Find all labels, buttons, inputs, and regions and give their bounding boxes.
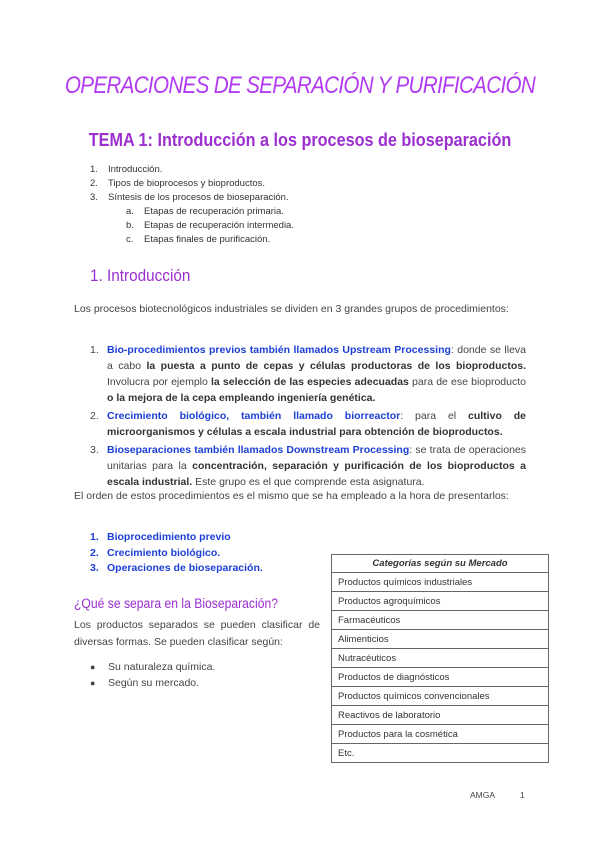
table-cell: Reactivos de laboratorio — [332, 706, 549, 725]
process-steps-list — [90, 342, 526, 492]
bullet-item: ● Su naturaleza química. — [90, 661, 216, 673]
table-cell: Etc. — [332, 744, 549, 763]
footer-page-number: 1 — [520, 790, 525, 800]
toc-subitem: a. Etapas de recuperación primaria. — [126, 206, 284, 217]
table-of-contents — [90, 163, 294, 247]
order-list-item: 1. Bioprocedimiento previo — [90, 531, 231, 543]
table-cell: Nutracéuticos — [332, 649, 549, 668]
table-cell: Productos agroquímicos — [332, 592, 549, 611]
order-paragraph: El orden de estos procedimientos es el mismo que se ha empleado a la hora de presentarlos: — [74, 490, 509, 502]
toc-subitem: b. Etapas de recuperación intermedia. — [126, 220, 294, 231]
intro-paragraph: Los procesos biotecnológicos industriales se dividen en 3 grandes grupos de procedimientos: — [74, 303, 509, 315]
table-cell: Farmacéuticos — [332, 611, 549, 630]
bullet-icon: ● — [90, 662, 96, 672]
table-cell: Productos químicos convencionales — [332, 687, 549, 706]
market-categories-table — [331, 554, 549, 763]
footer-author: AMGA — [470, 790, 496, 800]
toc-item: 3. Síntesis de los procesos de bioseparación. — [90, 192, 289, 203]
question-heading: ¿Qué se separa en la Bioseparación? — [74, 596, 278, 611]
toc-item: 2. Tipos de bioprocesos y bioproductos. — [90, 178, 266, 189]
table-header: Categorías según su Mercado — [332, 555, 549, 573]
table-cell: Productos químicos industriales — [332, 573, 549, 592]
topic-title: TEMA 1: Introducción a los procesos de bioseparación — [88, 130, 512, 150]
bullet-item: ● Según su mercado. — [90, 677, 200, 689]
table-cell: Productos para la cosmética — [332, 725, 549, 744]
order-list-item: 2. Crecimiento biológico. — [90, 546, 221, 559]
bullet-icon: ● — [90, 678, 96, 688]
section-heading-introduccion: 1. Introducción — [90, 266, 191, 285]
process-step: 1. Bio-procedimientos previos también llamados Upstream Processing: donde se lleva a cabo la puesta a punto de cepas y células productoras de los bioproductos. Involucra por ejemplo la selección de las especies adecuadas para de ese bioproducto o la mejora de la cepa empleando ingeniería genética. — [90, 344, 526, 404]
toc-item: 1. Introducción. — [90, 164, 163, 175]
table-cell: Alimenticios — [332, 630, 549, 649]
order-list — [90, 530, 263, 577]
toc-subitem: c. Etapas finales de purificación. — [126, 234, 271, 245]
process-step: 2. Crecimiento biológico, también llamado biorreactor: para el cultivo de microorganismos y células a escala industrial para obtención de bioproductos. — [90, 410, 527, 438]
table-cell: Productos de diagnósticos — [332, 668, 549, 687]
main-title: OPERACIONES DE SEPARACIÓN Y PURIFICACIÓN — [64, 72, 536, 99]
order-list-item: 3. Operaciones de bioseparación. — [90, 562, 263, 574]
classification-bullets — [90, 659, 215, 691]
question-paragraph: Los productos separados se pueden clasificar de diversas formas. Se pueden clasificar según: — [74, 619, 320, 648]
process-step: 3. Bioseparaciones también llamados Downstream Processing: se trata de operaciones unitarias para la concentración, separación y purificación de los bioproductos a escala industrial. Este grupo es el que comprende esta asignatura. — [90, 444, 526, 488]
